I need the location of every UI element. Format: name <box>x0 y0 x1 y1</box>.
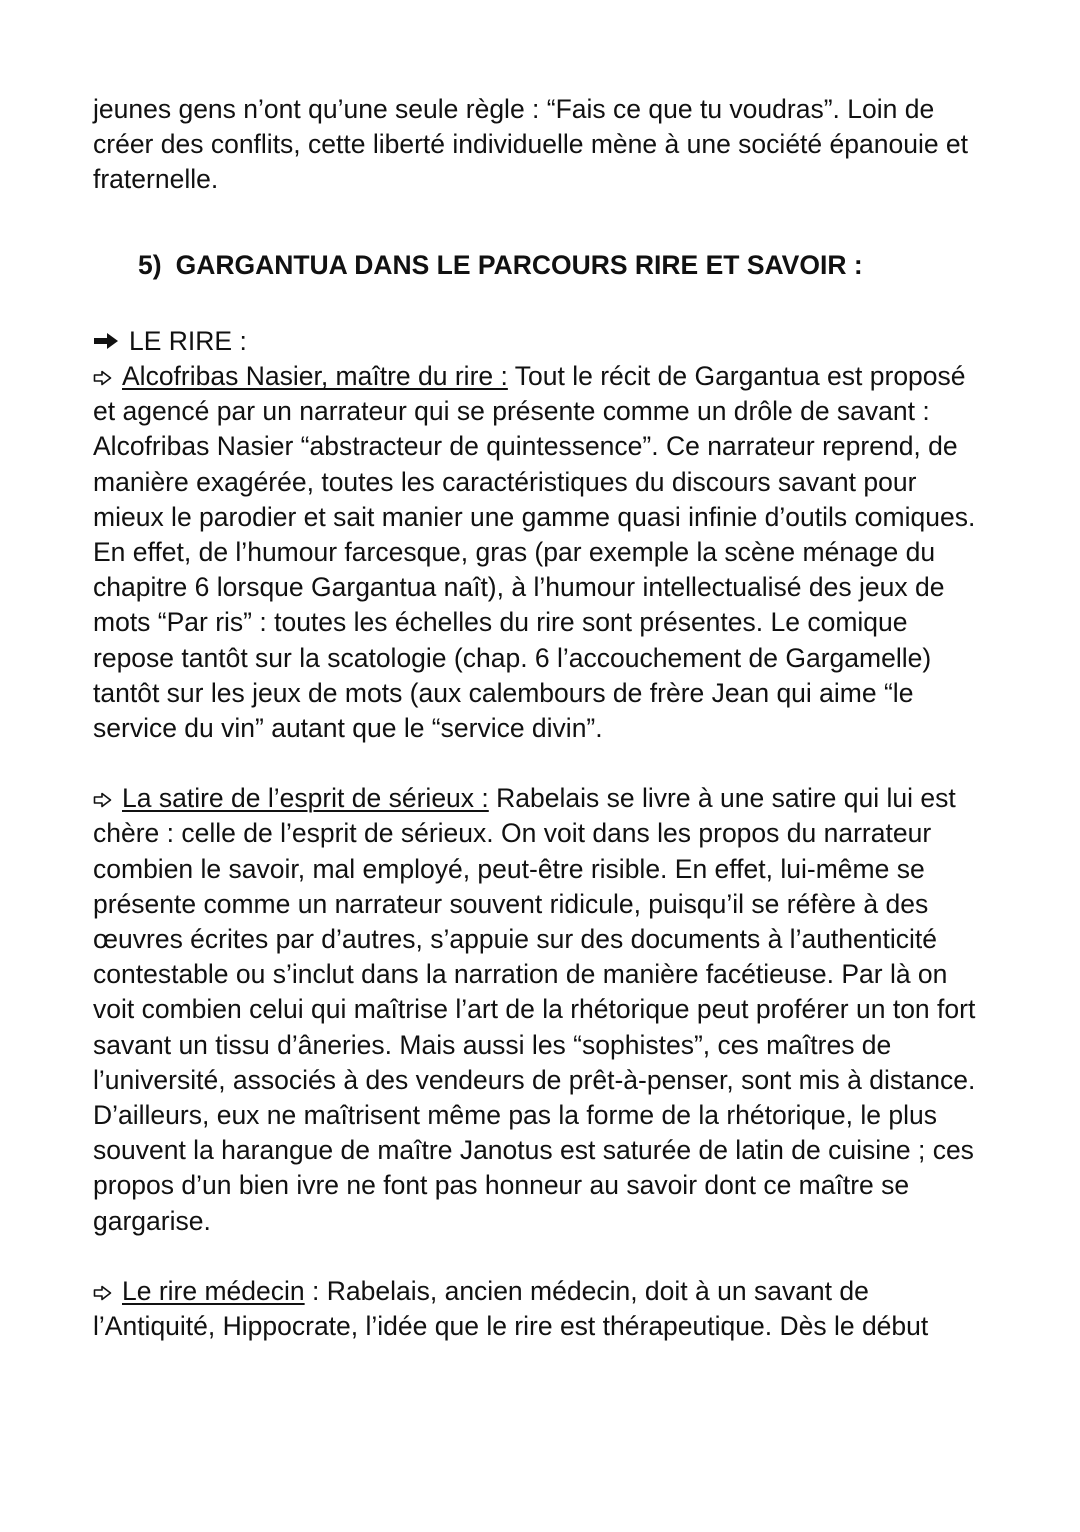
subsection-satire <box>93 781 993 1239</box>
subsection-alcofribas <box>93 359 993 746</box>
bold-arrow-icon <box>93 332 119 350</box>
subsection-label: Le rire médecin <box>122 1275 305 1306</box>
subsection-label: La satire de l’esprit de sérieux : <box>122 783 489 814</box>
subsection-label: Alcofribas Nasier, maître du rire : <box>122 361 508 392</box>
heading-number: 5) <box>138 249 162 280</box>
subsection-title-rire <box>93 324 993 359</box>
subsection-text: : Rabelais, ancien médecin, doit à un savant de l’Antiquité, Hippocrate, l’idée que le rire est thérapeutique. Dès le début <box>93 1275 929 1342</box>
section-heading <box>93 248 993 283</box>
outline-arrow-icon <box>93 370 112 386</box>
heading-title: GARGANTUA DANS LE PARCOURS RIRE ET SAVOIR : <box>175 249 863 280</box>
outline-arrow-icon <box>93 792 112 808</box>
document-page <box>93 92 993 1344</box>
section-title-text: LE RIRE : <box>129 325 247 356</box>
subsection-rire-medecin <box>93 1274 993 1344</box>
outline-arrow-icon <box>93 1285 112 1301</box>
subsection-text: Rabelais se livre à une satire qui lui est chère : celle de l’esprit de sérieux. On voit dans les propos du narrateur combien le savoir, mal employé, peut-être risible. En effet, lui-même se présente comme un narrateur souvent ridicule, puisqu’il se réfère à des œuvres écrites par d’autres, s’appuie sur des documents à l’authenticité contestable ou s’inclut dans la narration de manière facétieuse. Par là on voit combien celui qui maîtrise l’art de la rhétorique peut proférer un ton fort savant un tissu d’âneries. Mais aussi les “sophistes”, ces maîtres de l’université, associés à des vendeurs de prêt-à-penser, sont mis à distance. D’ailleurs, eux ne maîtrisent même pas la forme de la rhétorique, le plus souvent la harangue de maître Janotus est saturée de latin de cuisine ; ces propos d’un bien ivre ne font pas honneur au savoir dont ce maître se gargarise. <box>93 783 976 1236</box>
subsection-text: Tout le récit de Gargantua est proposé et agencé par un narrateur qui se présente comme un drôle de savant : Alcofribas Nasier “abstracteur de quintessence”. Ce narrateur reprend, de manière exagérée, toutes les caractéristiques du discours savant pour mieux le parodier et sait manier une gamme quasi infinie d’outils comiques. En effet, de l’humour farcesque, gras (par exemple la scène ménage du chapitre 6 lorsque Gargantua naît), à l’humour intellectualisé des jeux de mots “Par ris” : toutes les échelles du rire sont présentes. Le comique repose tantôt sur la scatologie (chap. 6 l’accouchement de Gargamelle) tantôt sur les jeux de mots (aux calembours de frère Jean qui aime “le service du vin” autant que le “service divin”. <box>93 361 976 744</box>
intro-paragraph: jeunes gens n’ont qu’une seule règle : “Fais ce que tu voudras”. Loin de créer des conflits, cette liberté individuelle mène à une société épanouie et fraternelle. <box>93 94 969 195</box>
